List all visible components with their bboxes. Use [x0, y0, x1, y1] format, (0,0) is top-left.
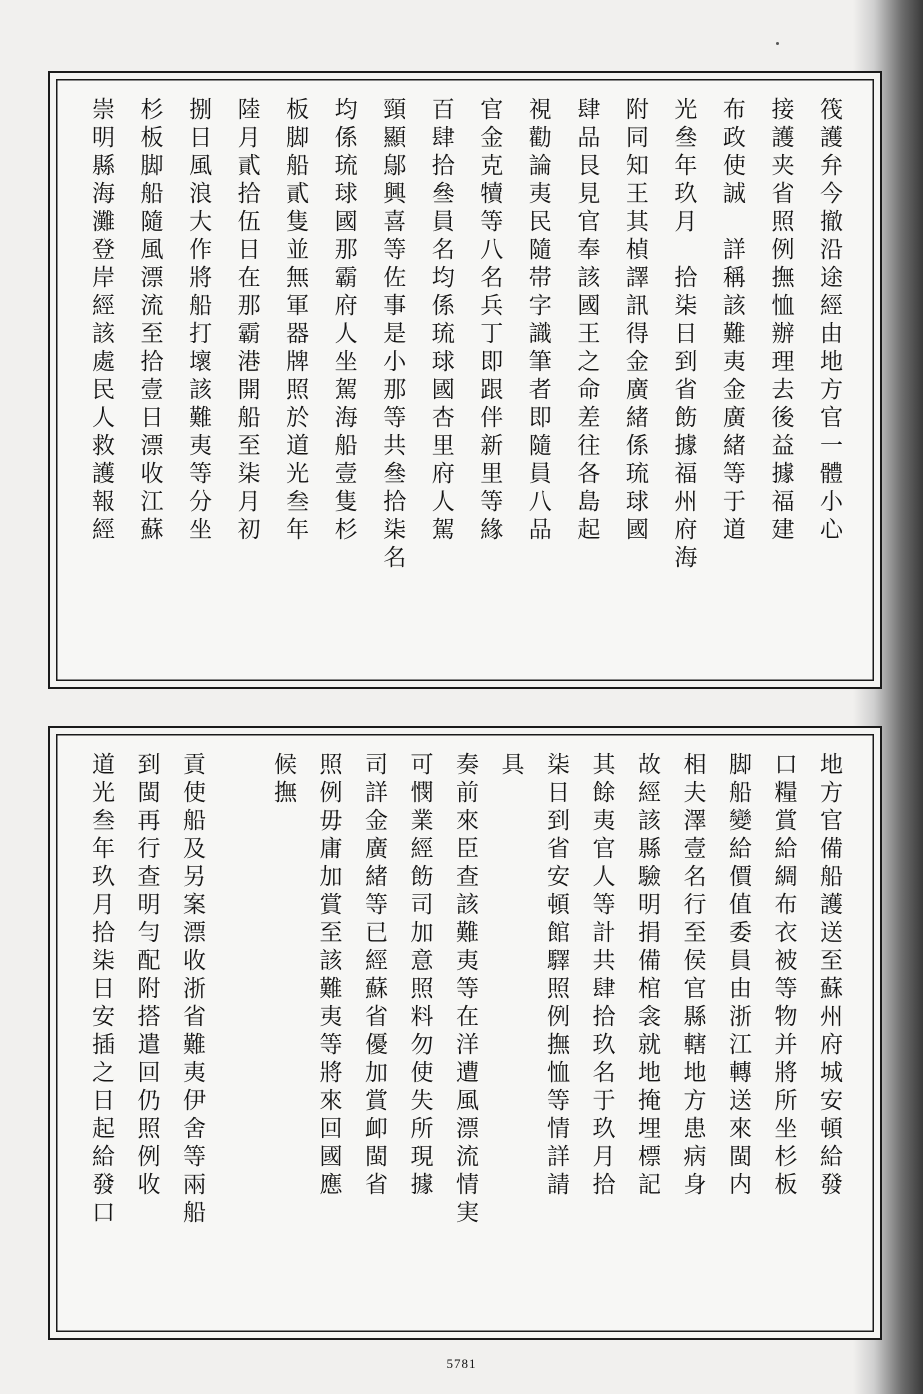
text-column: 地方官備船護送至蘇州府城安頓給發: [816, 752, 842, 1200]
text-column: 官金克犢等八名兵丁即跟伴新里等緣: [476, 97, 503, 545]
bottom-columns: [86, 752, 844, 1314]
text-column: 布政使誠 詳稱該難夷金廣緒等于道: [718, 97, 745, 545]
text-column: 候撫: [270, 752, 296, 808]
text-column: 到閩再行查明勻配附搭遣回仍照例收: [133, 752, 160, 1200]
text-column: 脚船變給價值委員由浙江轉送來閩内: [725, 752, 751, 1200]
text-column: 杉板脚船隨風漂流至拾壹日漂收江蘇: [136, 97, 163, 545]
text-column: 筏護弁今撤沿途經由地方官一體小心: [815, 97, 842, 545]
text-column: 司詳金廣緒等已經蘇省優加賞卹閩省: [361, 752, 387, 1200]
text-column: 其餘夷官人等計共肆拾玖名于玖月拾: [588, 752, 615, 1200]
text-column: 陸月貳拾伍日在那霸港開船至柒月初: [233, 97, 260, 545]
text-column: 具: [497, 752, 524, 780]
text-column: 板脚船貳隻並無軍器牌照於道光叁年: [282, 97, 309, 545]
text-column: 奏前來臣查該難夷等在洋遭風漂流情実: [452, 752, 478, 1228]
text-column: [223, 752, 253, 1314]
text-column: 相夫澤壹名行至侯官縣轄地方患病身: [679, 752, 706, 1200]
top-columns: [86, 97, 844, 663]
ink-speck: [776, 42, 779, 45]
text-column: 貢使船及另案漂收浙省難夷伊舍等兩船: [179, 752, 205, 1228]
top-text-panel: [48, 71, 882, 689]
text-column: 頸顯鄔興喜等佐事是小那等共叄拾柒名: [379, 97, 406, 573]
text-column: 均係琉球國那霸府人坐駕海船壹隻杉: [330, 97, 357, 545]
text-column: 道光叁年玖月拾柒日安插之日起給發口: [88, 752, 114, 1228]
text-column: 視勸論夷民隨帯字識筆者即隨員八品: [524, 97, 551, 545]
text-column: 崇明縣海灘登岸經該處民人救護報經: [88, 97, 114, 545]
text-column: 百肆拾叄員名均係琉球國杏里府人駕: [427, 97, 454, 545]
page-number: 5781: [446, 1356, 477, 1371]
text-column: 可憫業經飭司加意照料勿使失所現據: [406, 752, 433, 1200]
text-column: 附同知王其楨譯訊得金廣緒係琉球國: [621, 97, 648, 545]
text-column: 捌日風浪大作將船打壞該難夷等分坐: [185, 97, 212, 545]
text-column: 照例毋庸加賞至該難夷等將來回國應: [315, 752, 342, 1200]
text-column: 柒日到省安頓館驛照例撫恤等情詳請: [543, 752, 569, 1200]
bottom-text-panel: [48, 726, 882, 1340]
text-column: 接護夹省照例撫恤辦理去後益據福建: [767, 97, 794, 545]
text-column: 故經該縣驗明捐備棺衾就地掩埋標記: [634, 752, 660, 1200]
text-column: 肆品艮見官奉該國王之命差往各島起: [573, 97, 600, 545]
text-column: 口糧賞給綢布衣被等物并將所坐杉板: [770, 752, 797, 1200]
text-column: 光叄年玖月 拾柒日到省飭據福州府海: [670, 97, 697, 573]
